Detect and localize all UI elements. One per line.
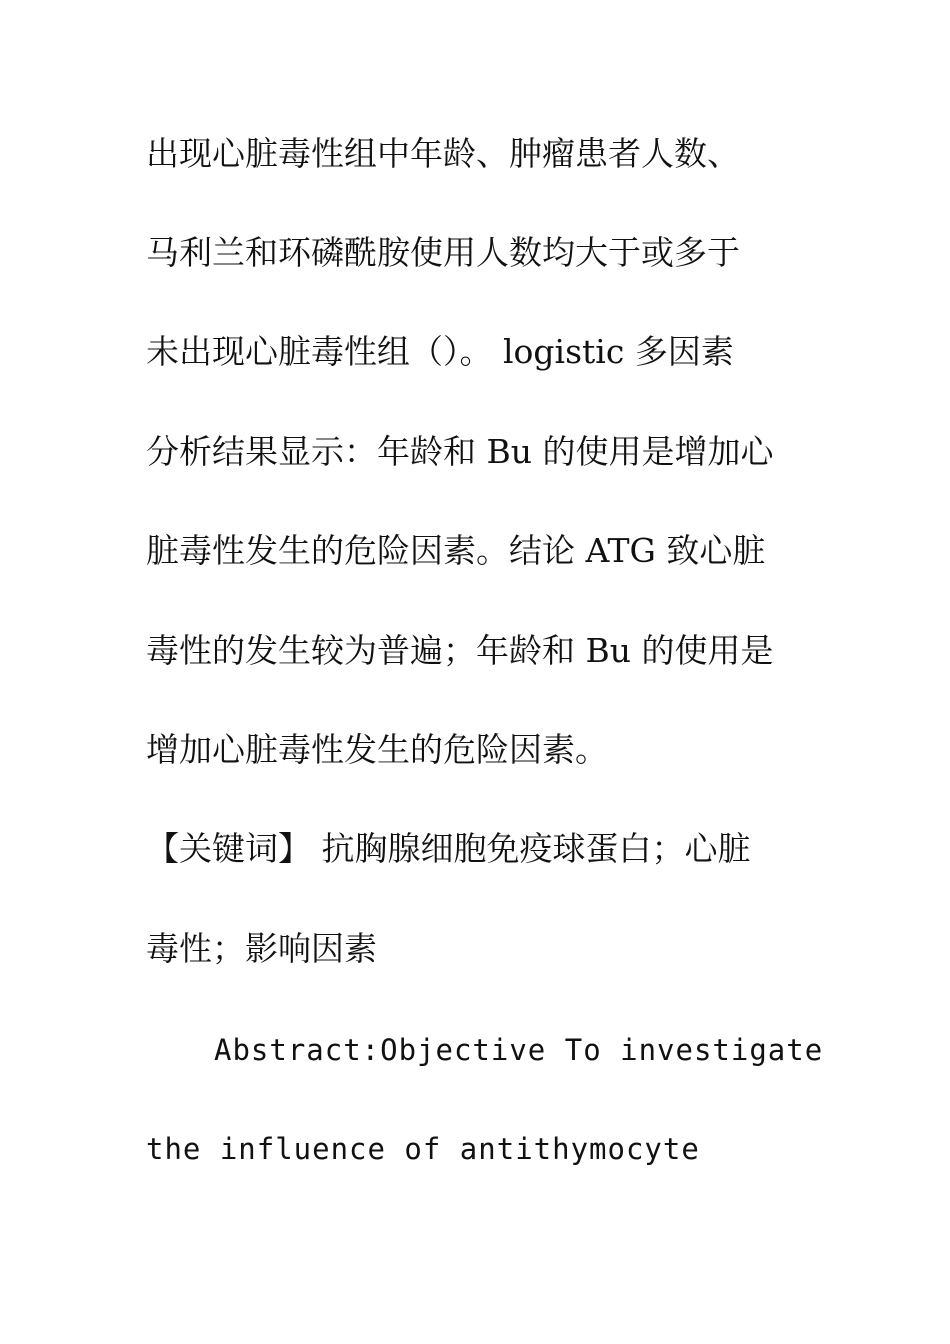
body-text-line-4: 分析结果显示：年龄和 Bu 的使用是增加心	[146, 432, 774, 471]
body-text-line-1: 出现心脏毒性组中年龄、肿瘤患者人数、	[146, 134, 740, 173]
keywords-line-1: 【关键词】 抗胸腺细胞免疫球蛋白；心脏	[146, 829, 751, 868]
body-text-line-3: 未出现心脏毒性组（）。 logistic 多因素	[146, 332, 734, 371]
body-text-line-7: 增加心脏毒性发生的危险因素。	[146, 730, 608, 769]
abstract-line-1: Abstract:Objective To investigate	[214, 1033, 824, 1067]
body-text-line-2: 马利兰和环磷酰胺使用人数均大于或多于	[146, 233, 740, 272]
body-text-line-5: 脏毒性发生的危险因素。结论 ATG 致心脏	[146, 531, 766, 570]
body-text-line-6: 毒性的发生较为普遍；年龄和 Bu 的使用是	[146, 631, 774, 670]
abstract-line-2: the influence of antithymocyte	[146, 1132, 700, 1166]
keywords-line-2: 毒性；影响因素	[146, 929, 377, 968]
